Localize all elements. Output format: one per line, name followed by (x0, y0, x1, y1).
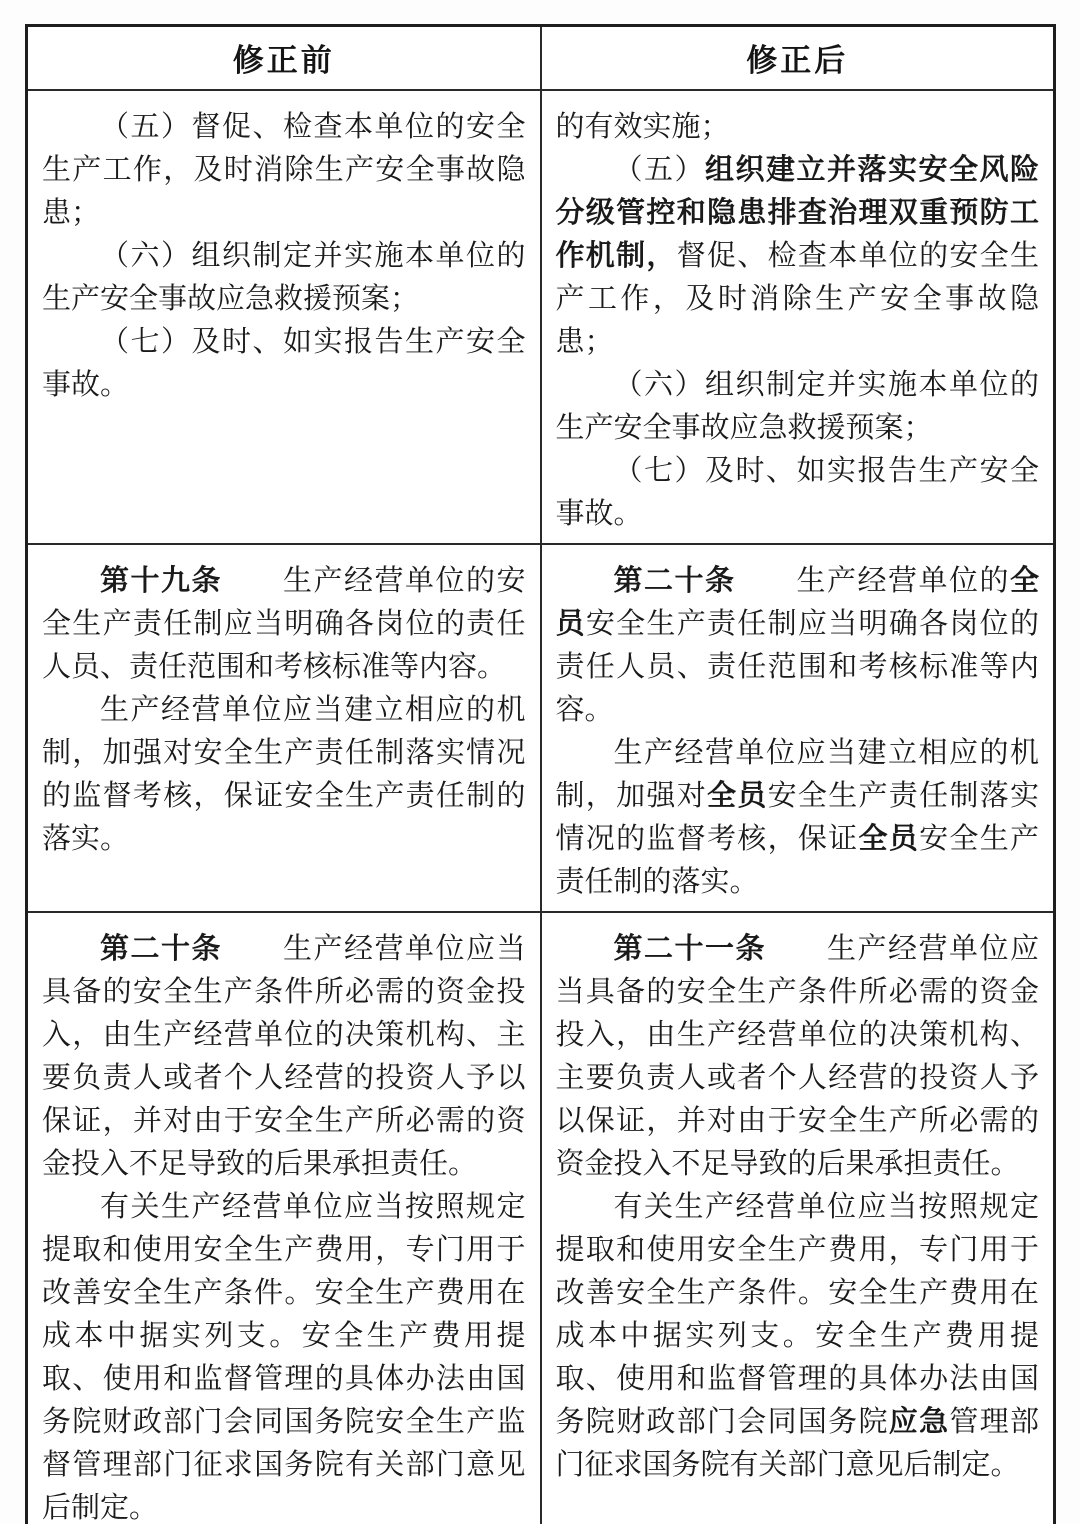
amended-text: 全员 (707, 777, 768, 812)
amended-text: 组织建立并落实安全风险分级管控和隐患排查治理双重预防工作机制， (555, 151, 1039, 272)
paragraph (556, 559, 1040, 731)
paragraph (42, 234, 526, 320)
amended-text: 第二十条 (100, 930, 283, 965)
cell-before-row3 (27, 912, 541, 1524)
text-run: （五） (613, 151, 705, 186)
table-body (27, 90, 1055, 1524)
paragraph (556, 927, 1040, 1185)
text-run: （七）及时、如实报告生产安全事故。 (42, 323, 526, 401)
text-run: 管理部门征求国务院有关部门意见后制定。 (555, 1403, 1039, 1481)
paragraph (42, 688, 526, 860)
amended-text: 全员 (555, 562, 1039, 640)
paragraph (42, 1185, 526, 1524)
paragraph (556, 148, 1040, 363)
text-run: 生产经营单位的安全生产责任制应当明确各岗位的责任人员、责任范围和考核标准等内容。 (42, 562, 526, 683)
table-header (27, 26, 1055, 90)
text-run: （五）督促、检查本单位的安全生产工作，及时消除生产安全事故隐患； (42, 108, 526, 229)
paragraph (42, 320, 526, 406)
text-run: 生产经营单位应当建立相应的机制，加强对安全生产责任制落实情况的监督考核，保证安全生产责任制的落实。 (42, 691, 526, 855)
paragraph (42, 559, 526, 688)
amended-text: 应急 (888, 1403, 950, 1438)
text-run: 的有效实施； (555, 108, 730, 143)
paragraph (556, 1185, 1040, 1486)
amended-text: 第二十一条 (613, 930, 827, 965)
paragraph (42, 927, 526, 1185)
paragraph (556, 363, 1040, 449)
column-header-before: 修正前 (27, 26, 541, 90)
text-run: （七）及时、如实报告生产安全事故。 (555, 452, 1039, 530)
paragraph (556, 105, 1040, 148)
text-run: 安全生产责任制应当明确各岗位的责任人员、责任范围和考核标准等内容。 (555, 605, 1039, 726)
text-run: 有关生产经营单位应当按照规定提取和使用安全生产费用，专门用于改善安全生产条件。安全生产费用在成本中据实列支。安全生产费用提取、使用和监督管理的具体办法由国务院财政部门会同国务院安全生产监督管理部门征求国务院有关部门意见后制定。 (42, 1188, 526, 1524)
text-run: 生产经营单位应当具备的安全生产条件所必需的资金投入，由生产经营单位的决策机构、主要负责人或者个人经营的投资人予以保证，并对由于安全生产所必需的资金投入不足导致的后果承担责任。 (42, 930, 526, 1180)
text-run: 安全生产责任制落实情况的监督考核，保证 (555, 777, 1039, 855)
cell-after-row1 (541, 90, 1055, 544)
amended-text: 全员 (858, 820, 920, 855)
cell-before-row2 (27, 544, 541, 912)
text-run: 生产经营单位应当具备的安全生产条件所必需的资金投入，由生产经营单位的决策机构、主要负责人或者个人经营的投资人予以保证，并对由于安全生产所必需的资金投入不足导致的后果承担责任。 (555, 930, 1039, 1180)
table-row (27, 90, 1055, 544)
paragraph (42, 105, 526, 234)
text-run: （六）组织制定并实施本单位的生产安全事故应急救援预案； (555, 366, 1039, 444)
paragraph (556, 731, 1040, 903)
comparison-table (25, 24, 1056, 1524)
text-run: 有关生产经营单位应当按照规定提取和使用安全生产费用，专门用于改善安全生产条件。安全生产费用在成本中据实列支。安全生产费用提取、使用和监督管理的具体办法由国务院财政部门会同国务院 (555, 1188, 1039, 1438)
column-header-after: 修正后 (541, 26, 1055, 90)
header-row (27, 26, 1055, 90)
text-run: 安全生产责任制的落实。 (555, 820, 1039, 898)
amended-text: 第十九条 (100, 562, 283, 597)
text-run: 督促、检查本单位的安全生产工作，及时消除生产安全事故隐患； (555, 237, 1039, 358)
text-run: 生产经营单位应当建立相应的机制，加强对 (555, 734, 1039, 812)
table-row (27, 544, 1055, 912)
table-row (27, 912, 1055, 1524)
paragraph (556, 449, 1040, 535)
cell-before-row1 (27, 90, 541, 544)
text-run: （六）组织制定并实施本单位的生产安全事故应急救援预案； (42, 237, 526, 315)
text-run: 生产经营单位的 (796, 562, 1010, 597)
cell-after-row2 (541, 544, 1055, 912)
cell-after-row3 (541, 912, 1055, 1524)
amended-text: 第二十条 (613, 562, 797, 597)
